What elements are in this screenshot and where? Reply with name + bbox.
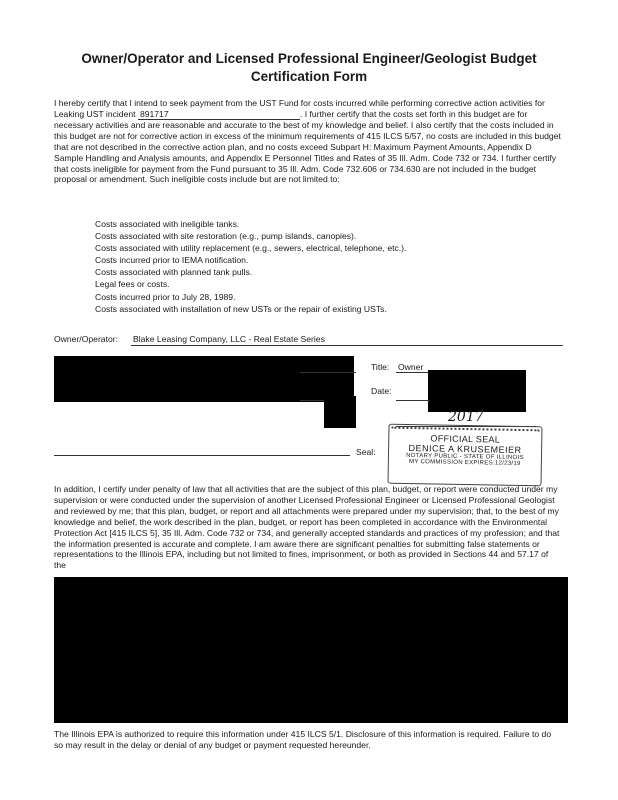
handwritten-date-year: 2017 <box>448 409 484 425</box>
signature-underline <box>300 372 356 373</box>
certification-text-start: I hereby certify that I intend to seek payment from the UST Fund for costs incurred while performing corrective action activities for Leaking UST incident <box>54 98 545 119</box>
redacted-block-small <box>324 396 356 428</box>
list-item: Costs incurred prior to IEMA notification. <box>95 255 249 266</box>
owner-operator-row <box>54 334 564 344</box>
owner-operator-label: Owner/Operator: <box>54 334 118 344</box>
engineer-certification-paragraph: In addition, I certify under penalty of law that all activities that are the subject of this plan, budget, or report were conducted under my supervision or were conducted under the supervision of another Licensed Professional Engineer or Licensed Professional Geologist and reviewed by me; that this plan, budget, or report and all attachments were prepared under my supervision; that, to the best of my knowledge and belief, the work described in the plan, budget, or report has been completed in accordance with the Environmental Protection Act [415 ILCS 5], 35 Ill. Adm. Code 732 or 734, and generally accepted standards and practices of my profession; and that the information presented is accurate and complete. I am aware there are significant penalties for submitting false statements or representations to the Illinois EPA, including but not limited to fines, imprisonment, or both as provided in Sections 44 and 57.17 of the <box>54 484 560 571</box>
form-title-line2: Certification Form <box>250 69 368 84</box>
seal-line-name: DENICE A KRUSEMEIER <box>408 443 522 455</box>
owner-operator-value: Blake Leasing Company, LLC - Real Estate Series <box>133 334 325 344</box>
list-item: Costs associated with installation of new USTs or the repair of existing USTs. <box>95 303 387 314</box>
seal-line-official: OFFICIAL SEAL <box>430 433 501 445</box>
seal-line-expiry: MY COMMISSION EXPIRES:12/23/19 <box>409 459 521 467</box>
incident-number-field: 891717 <box>138 110 300 120</box>
seal-line-notary: NOTARY PUBLIC - STATE OF ILLINOIS <box>406 452 524 462</box>
list-item: Costs associated with utility replacement (e.g., sewers, electrical, telephone, etc.). <box>95 243 407 254</box>
notary-seal-stamp <box>387 424 542 487</box>
seal-line <box>54 455 350 456</box>
ineligible-costs-list <box>95 218 406 315</box>
list-item: Legal fees or costs. <box>95 279 170 290</box>
form-title-line1: Owner/Operator and Licensed Professional Engineer/Geologist Budget <box>81 51 537 66</box>
redacted-block-name <box>54 356 354 402</box>
disclosure-paragraph: The Illinois EPA is authorized to require this information under 415 ILCS 5/1. Disclosure of this information is required. Failure to do so may result in the delay or denial of any budget or payment requested hereunder. <box>54 729 552 750</box>
list-item: Costs associated with site restoration (e.g., pump islands, canopies). <box>95 231 357 242</box>
date-label: Date: <box>371 386 392 396</box>
seal-label: Seal: <box>356 447 376 457</box>
title-value: Owner <box>398 362 424 372</box>
list-item: Costs associated with ineligible tanks. <box>95 219 240 229</box>
redacted-block-engineer <box>54 577 568 723</box>
date-underline <box>396 400 430 401</box>
list-item: Costs associated with planned tank pulls. <box>95 267 253 278</box>
certification-paragraph <box>54 98 562 185</box>
title-label: Title: <box>371 362 390 372</box>
form-title <box>0 50 618 86</box>
list-item: Costs incurred prior to July 28, 1989. <box>95 291 236 302</box>
redacted-block-title <box>428 370 526 412</box>
certification-text-end: . I further certify that the costs set forth in this budget are for necessary activities and are reasonable and accurate to the best of my knowledge and belief. I also certify that the costs included in this budget are not for corrective action in excess of the minimum requirements of 415 ILCS 5/57, no costs are included in this budget that are not described in the corrective action plan, and no costs exceed Subpart H: Maximum Payment Amounts, Appendix D Sample Handling and Analysis amounts, and Appendix E Personnel Titles and Rates of 35 Ill. Adm. Code 732 or 734. I further certify that costs ineligible for payment from the Fund pursuant to 35 Ill. Adm. Code 732.606 or 734.630 are not included in the budget proposal or amendment. Such ineligible costs include but are not limited to: <box>54 108 561 185</box>
